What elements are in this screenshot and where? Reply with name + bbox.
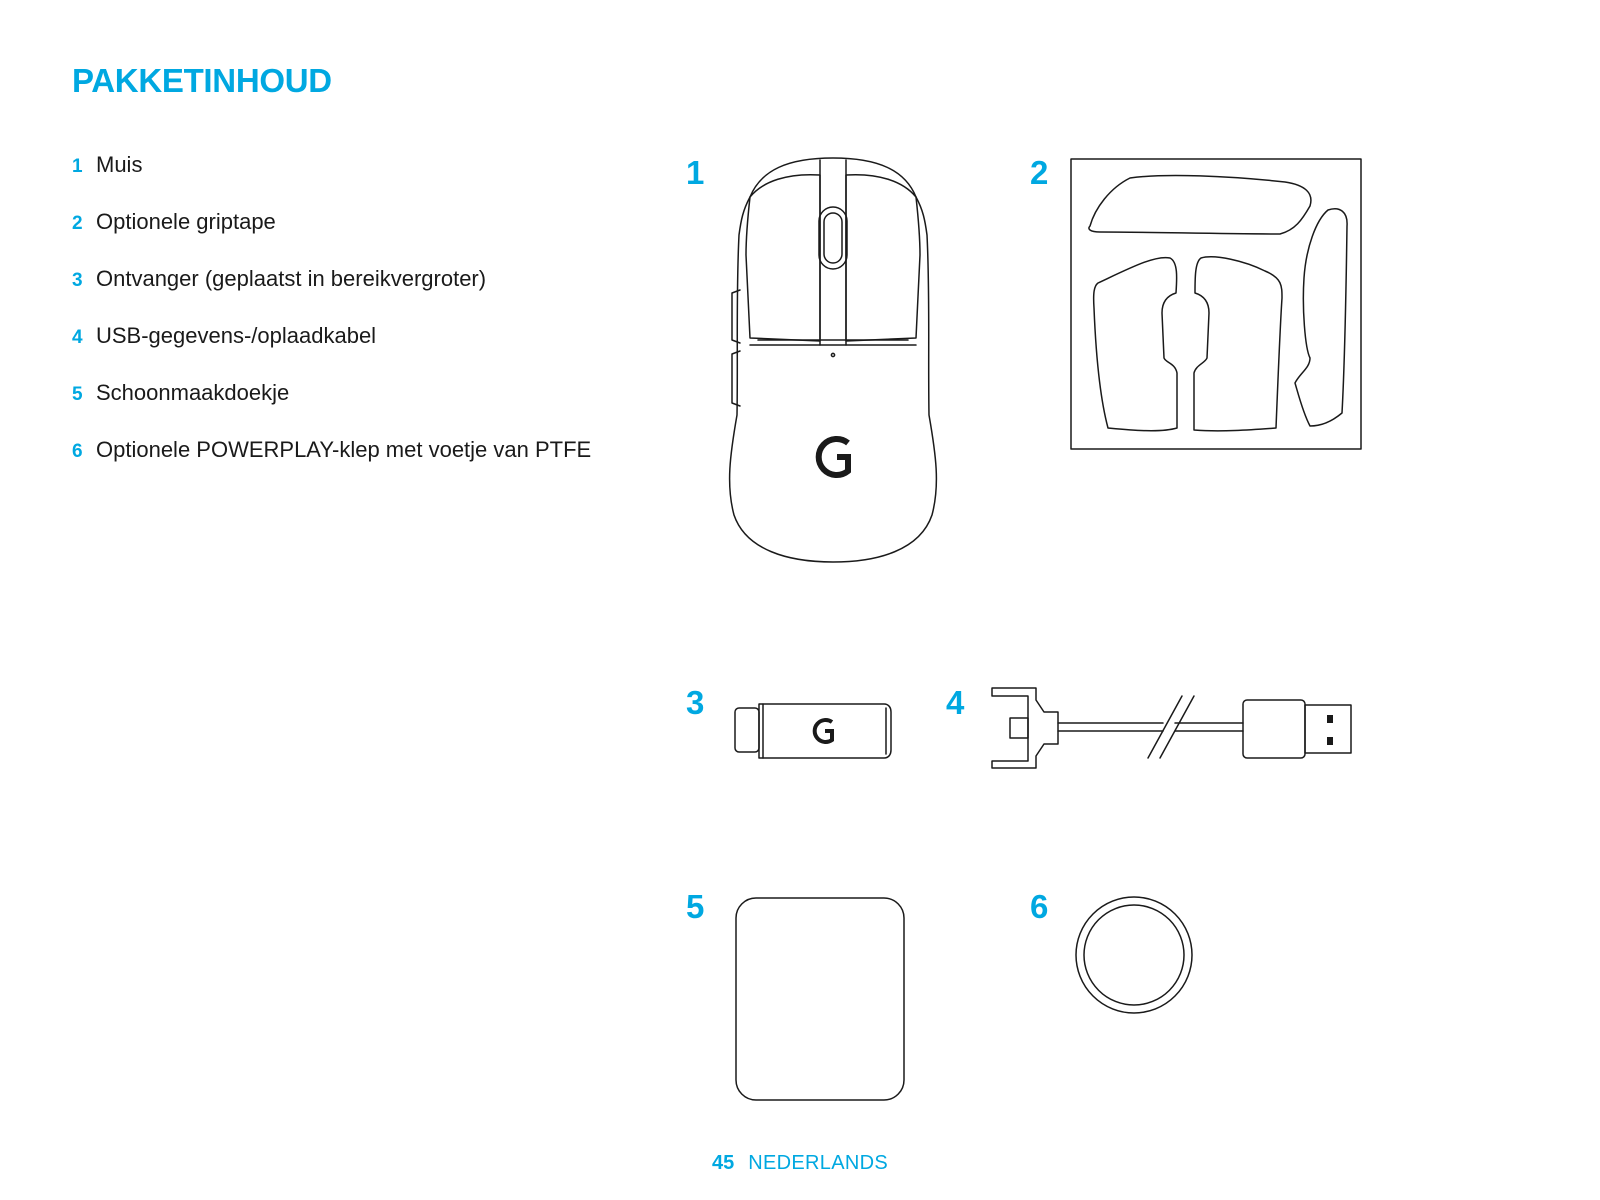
item-label: Schoonmaakdoekje [96,380,290,405]
contents-list [72,150,591,492]
item-number: 4 [72,327,83,348]
item-label: Optionele griptape [96,209,276,234]
usb-cable-icon [988,686,1373,776]
item-label: Muis [96,152,143,177]
figure-number-5: 5 [686,888,705,925]
item-number: 1 [72,156,83,177]
footer-language: NEDERLANDS [748,1152,888,1174]
item-number: 2 [72,213,83,234]
aperture-ring-icon [1073,894,1195,1016]
cleaning-cloth-icon [734,896,906,1102]
list-item [72,150,591,207]
page-number: 45 [712,1152,735,1174]
figure-number-3: 3 [686,684,705,721]
page-title: PAKKETINHOUD [72,62,332,99]
item-label: Optionele POWERPLAY-klep met voetje van PTFE [96,437,592,462]
item-number: 5 [72,384,83,405]
receiver-icon [734,696,894,766]
list-item [72,378,591,435]
figure-number-1: 1 [686,154,705,191]
list-item [72,435,591,492]
griptape-sheet-icon [1070,158,1362,450]
figure-number-2: 2 [1030,154,1049,191]
item-label: Ontvanger (geplaatst in bereikvergroter) [96,266,487,291]
list-item [72,207,591,264]
item-number: 3 [72,270,83,291]
figure-number-4: 4 [946,684,965,721]
list-item [72,321,591,378]
item-label: USB-gegevens-/oplaadkabel [96,323,377,348]
list-item [72,264,591,321]
page-footer [0,1152,1600,1175]
figure-number-6: 6 [1030,888,1049,925]
item-number: 6 [72,441,83,462]
mouse-icon [728,155,938,565]
